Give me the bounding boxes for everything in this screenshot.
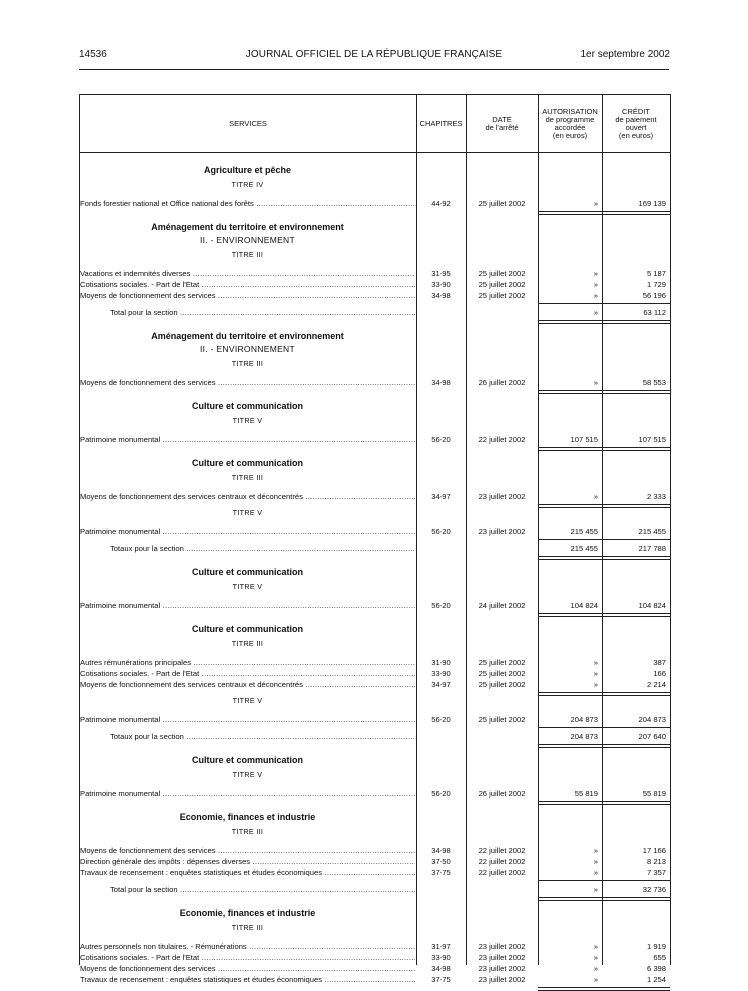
- titre-heading: TITRE V: [232, 582, 263, 591]
- table-row: [80, 291, 670, 301]
- total-row: [80, 732, 670, 742]
- credit-cell: 17 166: [642, 846, 666, 855]
- chapitre-cell: 31-90: [431, 658, 451, 667]
- table-row: [80, 280, 670, 290]
- credit-cell: 7 357: [646, 868, 666, 877]
- date-cell: 23 juillet 2002: [478, 942, 526, 951]
- table-row: [80, 857, 670, 867]
- chapitre-cell: 33-90: [431, 669, 451, 678]
- column-header-autorisation: AUTORISATION de programme accordée (en euros): [542, 106, 598, 140]
- date-cell: 22 juillet 2002: [478, 435, 526, 444]
- autorisation-cell: 55 819: [574, 789, 598, 798]
- subtotal-rule: [538, 880, 670, 881]
- date-cell: 25 juillet 2002: [478, 680, 526, 689]
- titre-heading: TITRE III: [231, 359, 264, 368]
- service-label: Moyens de fonctionnement des services .....: [80, 378, 415, 388]
- chapitre-cell: 37-50: [431, 857, 451, 866]
- date-cell: 23 juillet 2002: [478, 975, 526, 984]
- titre-heading: TITRE IV: [231, 180, 264, 189]
- service-label: Moyens de fonctionnement des services centraux et déconcentrés .....: [80, 492, 415, 502]
- section-subtitle: II. - ENVIRONNEMENT: [200, 344, 295, 354]
- block-end-rule: [538, 692, 670, 696]
- journal-title: JOURNAL OFFICIEL DE LA RÉPUBLIQUE FRANÇAISE: [245, 49, 503, 60]
- table-row: [80, 868, 670, 878]
- date-cell: 23 juillet 2002: [478, 527, 526, 536]
- block-end-rule: [538, 987, 670, 991]
- column-header-chapitres: CHAPITRES: [419, 118, 463, 128]
- header-rule-bottom: [80, 152, 670, 153]
- service-label: Moyens de fonctionnement des services .....: [80, 846, 415, 856]
- service-label: Patrimoine monumental .....: [80, 601, 415, 611]
- autorisation-cell: »: [593, 964, 598, 973]
- credit-cell: 2 333: [646, 492, 666, 501]
- titre-heading: TITRE V: [232, 508, 263, 517]
- service-label: Totaux pour la section .....: [80, 732, 415, 742]
- date-cell: 25 juillet 2002: [478, 715, 526, 724]
- service-label: Moyens de fonctionnement des services .....: [80, 964, 415, 974]
- titre-heading: TITRE V: [232, 696, 263, 705]
- credit-cell: 63 112: [643, 308, 666, 317]
- table-row: [80, 975, 670, 985]
- credit-cell: 204 873: [638, 715, 666, 724]
- total-rule: [538, 556, 670, 560]
- credit-cell: 207 640: [638, 732, 666, 741]
- autorisation-cell: »: [593, 199, 598, 208]
- chapitre-cell: 37-75: [431, 868, 451, 877]
- total-rule: [538, 320, 670, 324]
- column-header-credit: CRÉDIT de paiement ouvert (en euros): [615, 106, 657, 140]
- chapitre-cell: 56-20: [431, 527, 451, 536]
- section-title: Culture et communication: [191, 624, 303, 634]
- service-label: Travaux de recensement : enquêtes statistiques et études économiques .....: [80, 975, 415, 985]
- chapitre-cell: 56-20: [431, 435, 451, 444]
- section-title: Culture et communication: [191, 401, 303, 411]
- service-label: Cotisations sociales. - Part de l'Etat .....: [80, 953, 415, 963]
- table-row: [80, 669, 670, 679]
- autorisation-cell: »: [593, 308, 598, 317]
- date-cell: 25 juillet 2002: [478, 199, 526, 208]
- total-rule: [538, 744, 670, 748]
- autorisation-cell: 215 455: [570, 527, 598, 536]
- section-subtitle: II. - ENVIRONNEMENT: [200, 235, 295, 245]
- autorisation-cell: »: [593, 669, 598, 678]
- autorisation-cell: »: [593, 846, 598, 855]
- table-row: [80, 269, 670, 279]
- titre-heading: TITRE III: [231, 639, 264, 648]
- chapitre-cell: 44-92: [431, 199, 451, 208]
- column-header-services: SERVICES: [229, 118, 267, 128]
- date-cell: 26 juillet 2002: [478, 789, 526, 798]
- service-label: Fonds forestier national et Office national des forêts .....: [80, 199, 415, 209]
- service-label: Vacations et indemnités diverses .....: [80, 269, 415, 279]
- autorisation-cell: »: [593, 942, 598, 951]
- table-row: [80, 846, 670, 856]
- chapitre-cell: 56-20: [431, 601, 451, 610]
- service-label: Patrimoine monumental .....: [80, 527, 415, 537]
- section-title: Aménagement du territoire et environnement: [151, 222, 344, 232]
- section-title: Agriculture et pêche: [203, 165, 292, 175]
- publication-date: 1er septembre 2002: [580, 49, 670, 60]
- table-row: [80, 378, 670, 388]
- credit-cell: 1 729: [646, 280, 666, 289]
- autorisation-cell: »: [593, 975, 598, 984]
- date-cell: 23 juillet 2002: [478, 492, 526, 501]
- block-end-rule: [538, 211, 670, 215]
- section-title: Culture et communication: [191, 458, 303, 468]
- titre-heading: TITRE V: [232, 416, 263, 425]
- credit-cell: 56 196: [642, 291, 666, 300]
- autorisation-cell: »: [593, 492, 598, 501]
- date-cell: 25 juillet 2002: [478, 269, 526, 278]
- autorisation-cell: 204 873: [570, 732, 598, 741]
- table-row: [80, 789, 670, 799]
- credit-cell: 166: [653, 669, 666, 678]
- total-rule: [538, 897, 670, 901]
- chapitre-cell: 56-20: [431, 715, 451, 724]
- chapitre-cell: 34-98: [431, 378, 451, 387]
- section-title: Economie, finances et industrie: [179, 908, 316, 918]
- chapitre-cell: 34-98: [431, 291, 451, 300]
- subtotal-rule: [538, 727, 670, 728]
- date-cell: 23 juillet 2002: [478, 964, 526, 973]
- date-cell: 25 juillet 2002: [478, 291, 526, 300]
- date-cell: 22 juillet 2002: [478, 846, 526, 855]
- block-end-rule: [538, 390, 670, 394]
- date-cell: 22 juillet 2002: [478, 857, 526, 866]
- autorisation-cell: »: [593, 291, 598, 300]
- date-cell: 24 juillet 2002: [478, 601, 526, 610]
- chapitre-cell: 34-97: [431, 492, 451, 501]
- date-cell: 25 juillet 2002: [478, 669, 526, 678]
- credit-cell: 6 398: [646, 964, 666, 973]
- autorisation-cell: 215 455: [570, 544, 598, 553]
- section-title: Economie, finances et industrie: [179, 812, 316, 822]
- autorisation-cell: »: [593, 658, 598, 667]
- block-end-rule: [538, 613, 670, 617]
- autorisation-cell: »: [593, 868, 598, 877]
- column-header-date: DATE de l'arrêté: [485, 114, 519, 132]
- titre-heading: TITRE V: [232, 770, 263, 779]
- subtotal-rule: [538, 539, 670, 540]
- service-label: Total pour la section .....: [80, 885, 415, 895]
- total-row: [80, 308, 670, 318]
- table-row: [80, 527, 670, 537]
- section-title: Culture et communication: [191, 755, 303, 765]
- autorisation-cell: »: [593, 885, 598, 894]
- autorisation-cell: »: [593, 857, 598, 866]
- autorisation-cell: »: [593, 953, 598, 962]
- credit-cell: 655: [653, 953, 666, 962]
- total-row: [80, 885, 670, 895]
- service-label: Patrimoine monumental .....: [80, 715, 415, 725]
- credit-cell: 169 139: [638, 199, 666, 208]
- table-row: [80, 942, 670, 952]
- service-label: Autres personnels non titulaires. - Rémunérations .....: [80, 942, 415, 952]
- credit-cell: 55 819: [642, 789, 666, 798]
- autorisation-cell: »: [593, 280, 598, 289]
- credit-cell: 1 919: [646, 942, 666, 951]
- table-row: [80, 953, 670, 963]
- titre-heading: TITRE III: [231, 923, 264, 932]
- credit-cell: 2 214: [646, 680, 666, 689]
- autorisation-cell: 104 824: [570, 601, 598, 610]
- total-row: [80, 544, 670, 554]
- titre-heading: TITRE III: [231, 473, 264, 482]
- chapitre-cell: 56-20: [431, 789, 451, 798]
- credits-table: [79, 94, 671, 984]
- service-label: Direction générale des impôts : dépenses diverses .....: [80, 857, 415, 867]
- autorisation-cell: »: [593, 680, 598, 689]
- credit-cell: 32 736: [642, 885, 666, 894]
- titre-heading: TITRE III: [231, 827, 264, 836]
- service-label: Autres rémunérations principales .....: [80, 658, 415, 668]
- service-label: Patrimoine monumental .....: [80, 435, 415, 445]
- date-cell: 25 juillet 2002: [478, 280, 526, 289]
- chapitre-cell: 31-95: [431, 269, 451, 278]
- table-row: [80, 199, 670, 209]
- credit-cell: 1 254: [646, 975, 666, 984]
- titre-heading: TITRE III: [231, 250, 264, 259]
- header-rule: [79, 69, 669, 70]
- block-end-rule: [538, 447, 670, 451]
- table-row: [80, 492, 670, 502]
- subtotal-rule: [538, 303, 670, 304]
- credit-cell: 387: [653, 658, 666, 667]
- service-label: Cotisations sociales. - Part de l'Etat .....: [80, 669, 415, 679]
- service-label: Total pour la section .....: [80, 308, 415, 318]
- credit-cell: 215 455: [638, 527, 666, 536]
- table-row: [80, 601, 670, 611]
- credit-cell: 217 788: [638, 544, 666, 553]
- service-label: Cotisations sociales. - Part de l'Etat .....: [80, 280, 415, 290]
- chapitre-cell: 33-90: [431, 280, 451, 289]
- credit-cell: 58 553: [642, 378, 666, 387]
- table-row: [80, 964, 670, 974]
- credit-cell: 5 187: [646, 269, 666, 278]
- service-label: Travaux de recensement : enquêtes statistiques et études économiques .....: [80, 868, 415, 878]
- autorisation-cell: 204 873: [570, 715, 598, 724]
- section-title: Aménagement du territoire et environnement: [151, 331, 344, 341]
- block-end-rule: [538, 504, 670, 508]
- table-row: [80, 715, 670, 725]
- service-label: Totaux pour la section .....: [80, 544, 415, 554]
- chapitre-cell: 34-97: [431, 680, 451, 689]
- chapitre-cell: 34-98: [431, 964, 451, 973]
- block-end-rule: [538, 801, 670, 805]
- section-title: Culture et communication: [191, 567, 303, 577]
- chapitre-cell: 34-98: [431, 846, 451, 855]
- credit-cell: 107 515: [638, 435, 666, 444]
- autorisation-cell: 107 515: [570, 435, 598, 444]
- table-row: [80, 658, 670, 668]
- date-cell: 26 juillet 2002: [478, 378, 526, 387]
- date-cell: 25 juillet 2002: [478, 658, 526, 667]
- credit-cell: 104 824: [638, 601, 666, 610]
- service-label: Patrimoine monumental .....: [80, 789, 415, 799]
- chapitre-cell: 33-90: [431, 953, 451, 962]
- service-label: Moyens de fonctionnement des services .....: [80, 291, 415, 301]
- service-label: Moyens de fonctionnement des services centraux et déconcentrés .....: [80, 680, 415, 690]
- table-row: [80, 435, 670, 445]
- chapitre-cell: 31-97: [431, 942, 451, 951]
- page-number: 14536: [79, 49, 107, 60]
- autorisation-cell: »: [593, 378, 598, 387]
- autorisation-cell: »: [593, 269, 598, 278]
- credit-cell: 8 213: [646, 857, 666, 866]
- chapitre-cell: 37-75: [431, 975, 451, 984]
- date-cell: 23 juillet 2002: [478, 953, 526, 962]
- date-cell: 22 juillet 2002: [478, 868, 526, 877]
- table-row: [80, 680, 670, 690]
